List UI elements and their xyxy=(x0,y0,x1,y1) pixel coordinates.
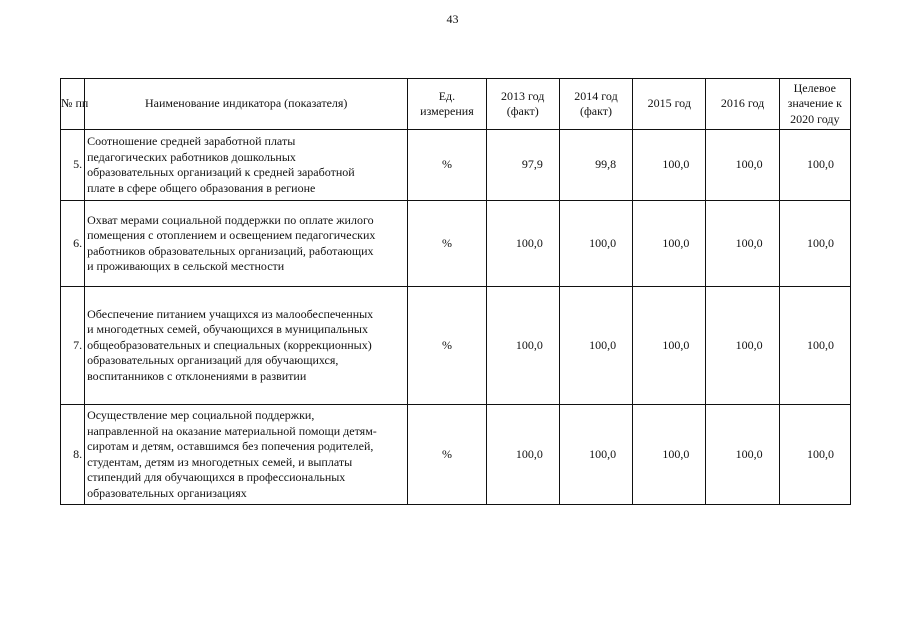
header-num xyxy=(61,79,89,130)
header-target-line1: Целевое xyxy=(793,80,837,95)
indicator-name-line: стипендий для обучающихся в профессиональных xyxy=(87,470,346,484)
indicator-name xyxy=(85,130,408,201)
header-target xyxy=(779,79,850,130)
indicator-name-line: педагогических работников дошкольных xyxy=(87,149,296,164)
value-2016: 100,0 xyxy=(706,201,779,287)
indicators-table xyxy=(60,78,851,505)
value-2016: 100,0 xyxy=(706,405,779,505)
table-row xyxy=(61,405,851,505)
header-2013-line2: (факт) xyxy=(506,104,539,118)
indicator-name-line: воспитанников с отклонениями в развитии xyxy=(87,368,307,383)
indicator-name-line: направленной на оказание материальной помощи детям- xyxy=(87,423,377,438)
header-2016: 2016 год xyxy=(706,79,779,130)
indicator-name-line: Охват мерами социальной поддержки по оплате жилого xyxy=(87,212,374,227)
table-row xyxy=(61,287,851,405)
unit-cell: % xyxy=(408,405,486,505)
indicator-name-line: Осуществление мер социальной поддержки, xyxy=(87,408,315,422)
indicator-name xyxy=(85,201,408,287)
header-num-text: № пп xyxy=(61,96,89,111)
value-2014: 100,0 xyxy=(559,405,632,505)
value-2015: 100,0 xyxy=(633,130,706,201)
indicator-name-line: помещения с отоплением и освещением педагогических xyxy=(87,228,376,242)
header-target-line3: 2020 году xyxy=(790,111,840,126)
table-header-row xyxy=(61,79,851,130)
indicator-name xyxy=(85,405,408,505)
indicator-name-line: студентам, детям из многодетных семей, и выплаты xyxy=(87,454,353,469)
header-target-line2: значение к xyxy=(787,96,843,111)
row-number: 7. xyxy=(61,287,85,405)
indicator-name-line: работников образовательных организаций, работающих xyxy=(87,243,374,258)
header-unit xyxy=(408,79,486,130)
indicator-name xyxy=(85,287,408,405)
value-2014: 100,0 xyxy=(559,201,632,287)
header-2014-line1: 2014 год xyxy=(574,88,618,103)
page-number: 43 xyxy=(446,12,459,26)
header-unit-line2: измерения xyxy=(420,104,474,118)
value-target: 100,0 xyxy=(779,405,850,505)
row-number: 5. xyxy=(61,130,85,201)
header-2013 xyxy=(486,79,559,130)
indicator-name-line: сиротам и детям, оставшимся без попечения родителей, xyxy=(87,439,374,453)
value-2016: 100,0 xyxy=(706,287,779,405)
header-2014-line2: (факт) xyxy=(579,104,612,118)
value-target: 100,0 xyxy=(779,287,850,405)
indicator-name-line: Соотношение средней заработной платы xyxy=(87,134,296,148)
table-row xyxy=(61,201,851,287)
header-2013-line1: 2013 год xyxy=(501,88,545,103)
value-2014: 99,8 xyxy=(559,130,632,201)
unit-cell: % xyxy=(408,130,486,201)
value-2013: 97,9 xyxy=(486,130,559,201)
indicator-name-line: Обеспечение питанием учащихся из малообеспеченных xyxy=(87,306,374,321)
value-2014: 100,0 xyxy=(559,287,632,405)
unit-cell: % xyxy=(408,201,486,287)
header-unit-line1: Ед. xyxy=(438,88,456,103)
header-name: Наименование индикатора (показателя) xyxy=(85,79,408,130)
value-2013: 100,0 xyxy=(486,201,559,287)
table-row xyxy=(61,130,851,201)
row-number: 8. xyxy=(61,405,85,505)
header-2014 xyxy=(559,79,632,130)
unit-cell: % xyxy=(408,287,486,405)
value-target: 100,0 xyxy=(779,201,850,287)
value-2015: 100,0 xyxy=(633,405,706,505)
indicator-name-line: общеобразовательных и специальных (коррекционных) xyxy=(87,337,372,352)
indicator-name-line: и многодетных семей, обучающихся в муниципальных xyxy=(87,322,368,337)
indicator-name-line: образовательных организаций к средней заработной xyxy=(87,165,355,179)
row-number: 6. xyxy=(61,201,85,287)
value-target: 100,0 xyxy=(779,130,850,201)
value-2013: 100,0 xyxy=(486,405,559,505)
value-2015: 100,0 xyxy=(633,201,706,287)
indicator-name-line: образовательных организациях xyxy=(87,485,247,500)
indicator-name-line: и проживающих в сельской местности xyxy=(87,259,285,273)
indicator-name-line: плате в сфере общего образования в регионе xyxy=(87,180,316,195)
indicator-name-line: образовательных организаций для обучающихся, xyxy=(87,353,339,368)
value-2013: 100,0 xyxy=(486,287,559,405)
value-2015: 100,0 xyxy=(633,287,706,405)
header-2015: 2015 год xyxy=(633,79,706,130)
value-2016: 100,0 xyxy=(706,130,779,201)
